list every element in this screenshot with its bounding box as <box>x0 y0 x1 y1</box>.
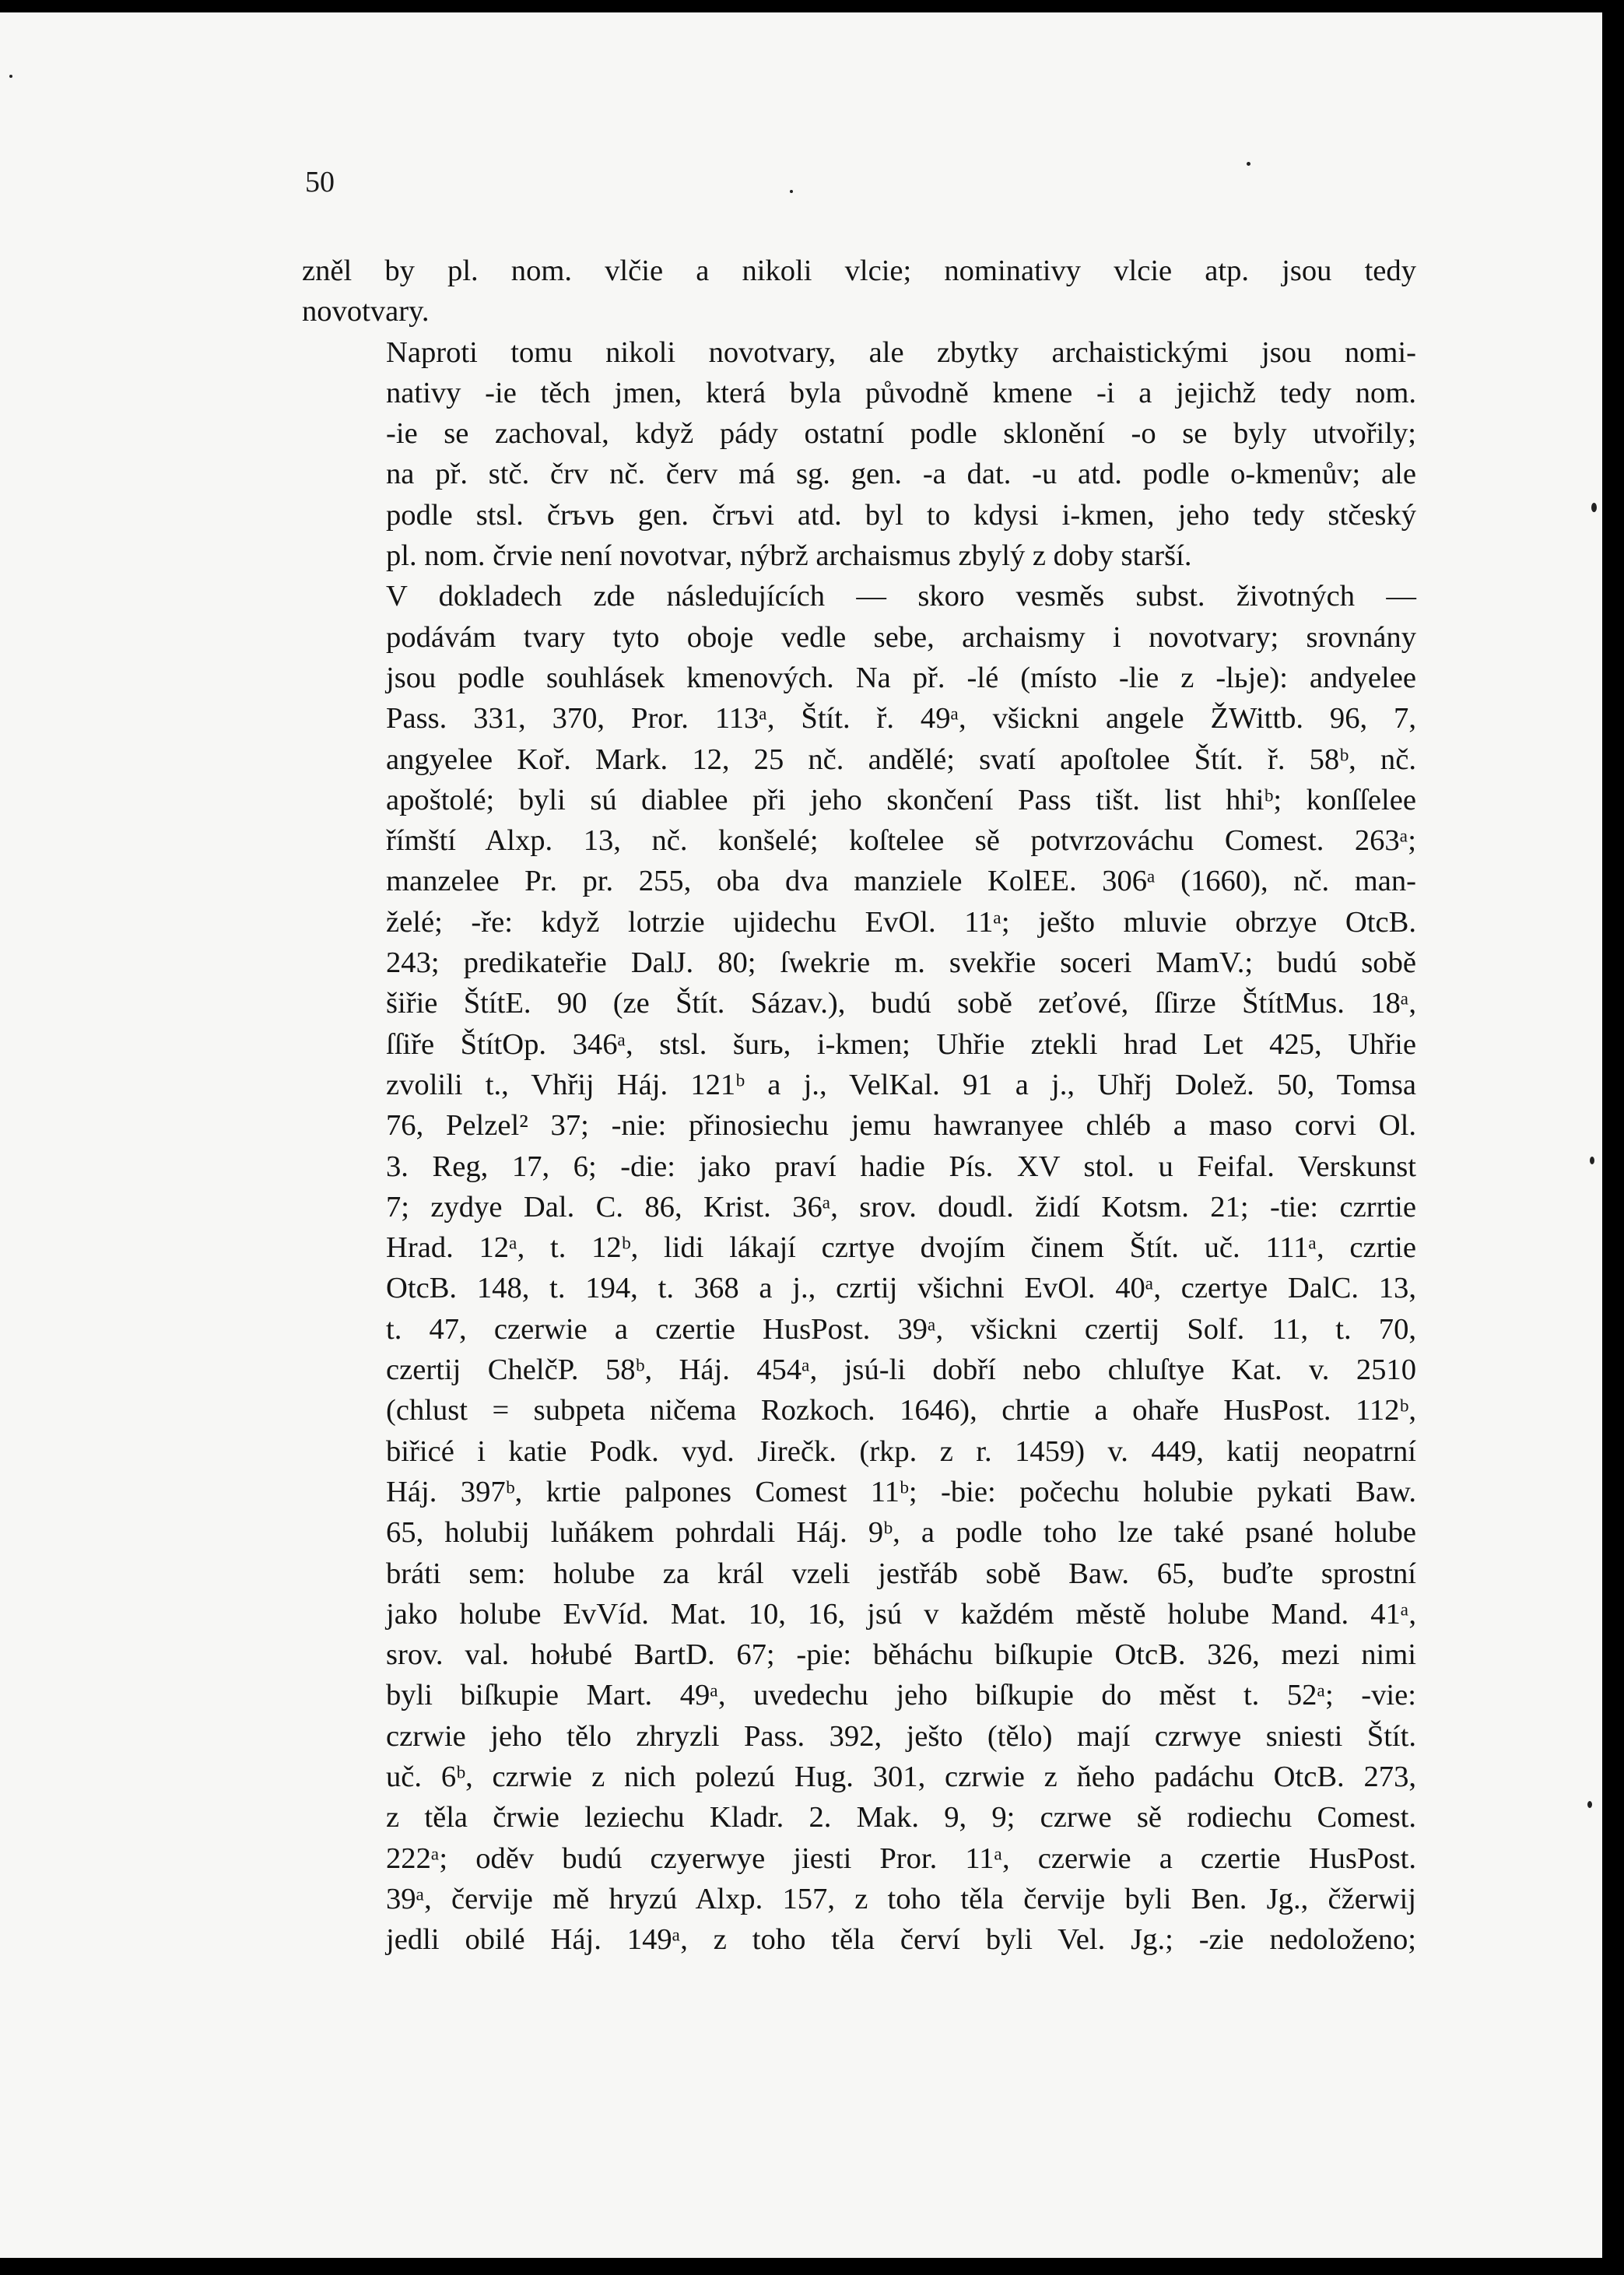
scan-speck <box>1590 1157 1594 1164</box>
text-line: jedli obilé Háj. 149ᵃ, z toho těla červí byli Vel. Jg.; -zie nedoloženo; <box>386 1923 1416 1957</box>
paragraph <box>302 576 1416 1960</box>
text-line: 3. Reg, 17, 6; -die: jako praví hadie Pís. XV stol. u Feifal. Verskunst <box>386 1150 1416 1183</box>
text-line: 39ᵃ, červije mě hryzú Alxp. 157, z toho těla červije byli Ben. Jg., čžerwij <box>386 1882 1416 1915</box>
text-line: czertij ChelčP. 58ᵇ, Háj. 454ᵃ, jsú-li dobří nebo chluſtye Kat. v. 2510 <box>386 1353 1416 1387</box>
text-line: jsou podle souhlásek kmenových. Na př. -lé (místo -lie z -lьje): andyelee <box>386 661 1416 694</box>
scan-speck <box>1591 503 1597 512</box>
text-line: želé; -ře: když lotrzie ujidechu EvOl. 11ᵃ; ješto mluvie obrzye OtcB. <box>386 905 1416 939</box>
text-line: manzelee Pr. pr. 255, oba dva manziele KolEE. 306ᵃ (1660), nč. man- <box>386 865 1416 898</box>
text-line: (chlust = subpeta ničema Rozkoch. 1646), chrtie a ohaře HusPost. 112ᵇ, <box>386 1394 1416 1427</box>
text-line: zněl by pl. nom. vlčie a nikoli vlcie; nominativy vlcie atp. jsou tedy <box>302 255 1416 287</box>
text-line: byli biſkupie Mart. 49ᵃ, uvedechu jeho biſkupie do měst t. 52ᵃ; -vie: <box>386 1679 1416 1712</box>
text-line: Pass. 331, 370, Pror. 113ᵃ, Štít. ř. 49ᵃ, všickni angele ŽWittb. 96, 7, <box>386 702 1416 736</box>
text-line: z těla črwie leziechu Kladr. 2. Mak. 9, 9; czrwe sě rodiechu Comest. <box>386 1801 1416 1834</box>
text-line: pl. nom. črvie není novotvar, nýbrž archaismus zbylý z doby starší. <box>386 539 1192 573</box>
text-line: V dokladech zde následujících — skoro vesměs subst. životných — <box>386 580 1416 613</box>
text-line: šiřie ŠtítE. 90 (ze Štít. Sázav.), budú sobě zeťové, ſſirze ŠtítMus. 18ᵃ, <box>386 987 1416 1020</box>
text-line: 7; zydye Dal. C. 86, Krist. 36ᵃ, srov. doudl. židí Kotsm. 21; -tie: czrrtie <box>386 1190 1416 1224</box>
text-line: bráti sem: holube za král vzeli jestřáb sobě Baw. 65, buďte sprostní <box>386 1557 1416 1590</box>
text-line: ſſiře ŠtítOp. 346ᵃ, stsl. šurь, i-kmen; Uhřie ztekli hrad Let 425, Uhřie <box>386 1027 1416 1061</box>
text-line: uč. 6ᵇ, czrwie z nich polezú Hug. 301, czrwie z ňeho padáchu OtcB. 273, <box>386 1760 1416 1793</box>
text-line: -ie se zachoval, když pády ostatní podle sklonění -o se byly utvořily; <box>386 417 1416 451</box>
text-line: czrwie jeho tělo zhryzli Pass. 392, ješto (tělo) mají czrwye sniesti Štít. <box>386 1719 1416 1753</box>
text-line: apoštolé; byli sú diablee při jeho skončení Pass tišt. list hhiᵇ; konſſelee <box>386 783 1416 816</box>
text-line: nativy -ie těch jmen, která byla původně kmene -i a jejichž tedy nom. <box>386 376 1416 409</box>
paragraph <box>302 332 1416 577</box>
page-number: 50 <box>305 166 335 198</box>
text-line: podle stsl. črъvь gen. črъvi atd. byl to kdysi i-kmen, jeho tedy stčeský <box>386 498 1416 532</box>
text-line: na př. stč. črv nč. červ má sg. gen. -a dat. -u atd. podle o-kmenův; ale <box>386 458 1416 491</box>
scan-speck <box>1587 1801 1592 1808</box>
text-line: 76, Pelzel² 37; -nie: přinosiechu jemu hawranyee chléb a maso corvi Ol. <box>386 1109 1416 1143</box>
text-line: angyelee Koř. Mark. 12, 25 nč. andělé; svatí apoſtolee Štít. ř. 58ᵇ, nč. <box>386 743 1416 776</box>
text-line: podávám tvary tyto oboje vedle sebe, archaismy i novotvary; srovnány <box>386 620 1416 654</box>
text-line: t. 47, czerwie a czertie HusPost. 39ᵃ, všickni czertij Solf. 11, t. 70, <box>386 1312 1416 1346</box>
text-line: 65, holubij luňákem pohrdali Háj. 9ᵇ, a podle toho lze také psané holube <box>386 1516 1416 1550</box>
text-line: novotvary. <box>302 295 430 328</box>
text-line: Naproti tomu nikoli novotvary, ale zbytky archaistickými jsou nomi- <box>386 335 1416 369</box>
text-line: Háj. 397ᵇ, krtie palpones Comest 11ᵇ; -bie: počechu holubie pykati Baw. <box>386 1475 1416 1508</box>
text-line: 243; predikateřie DalJ. 80; ſwekrie m. svekřie soceri MamV.; budú sobě <box>386 946 1416 980</box>
text-line: Hrad. 12ᵃ, t. 12ᵇ, lidi lákají czrtye dvojím činem Štít. uč. 111ᵃ, czrtie <box>386 1231 1416 1265</box>
text-line: biřicé i katie Podk. vyd. Jirečk. (rkp. z r. 1459) v. 449, katij neopatrní <box>386 1434 1416 1468</box>
text-line: 222ᵃ; oděv budú czyerwye jiesti Pror. 11ᵃ, czerwie a czertie HusPost. <box>386 1841 1416 1875</box>
text-line: srov. val. hołubé BartD. 67; -pie: běháchu biſkupie OtcB. 326, mezi nimi <box>386 1638 1416 1672</box>
scan-speck <box>9 75 12 78</box>
scan-speck <box>790 190 793 193</box>
text-line: jako holube EvVíd. Mat. 10, 16, jsú v každém městě holube Mand. 41ᵃ, <box>386 1597 1416 1631</box>
body-text <box>302 251 1416 1960</box>
text-line: římští Alxp. 13, nč. konšelé; koſtelee sě potvrzováchu Comest. 263ᵃ; <box>386 824 1416 858</box>
scan-speck <box>1247 162 1250 166</box>
text-line: zvolili t., Vhřij Háj. 121ᵇ a j., VelKal. 91 a j., Uhřj Dolež. 50, Tomsa <box>386 1068 1416 1101</box>
paragraph <box>302 251 1416 332</box>
text-line: OtcB. 148, t. 194, t. 368 a j., czrtij všichni EvOl. 40ᵃ, czertye DalC. 13, <box>386 1272 1416 1305</box>
